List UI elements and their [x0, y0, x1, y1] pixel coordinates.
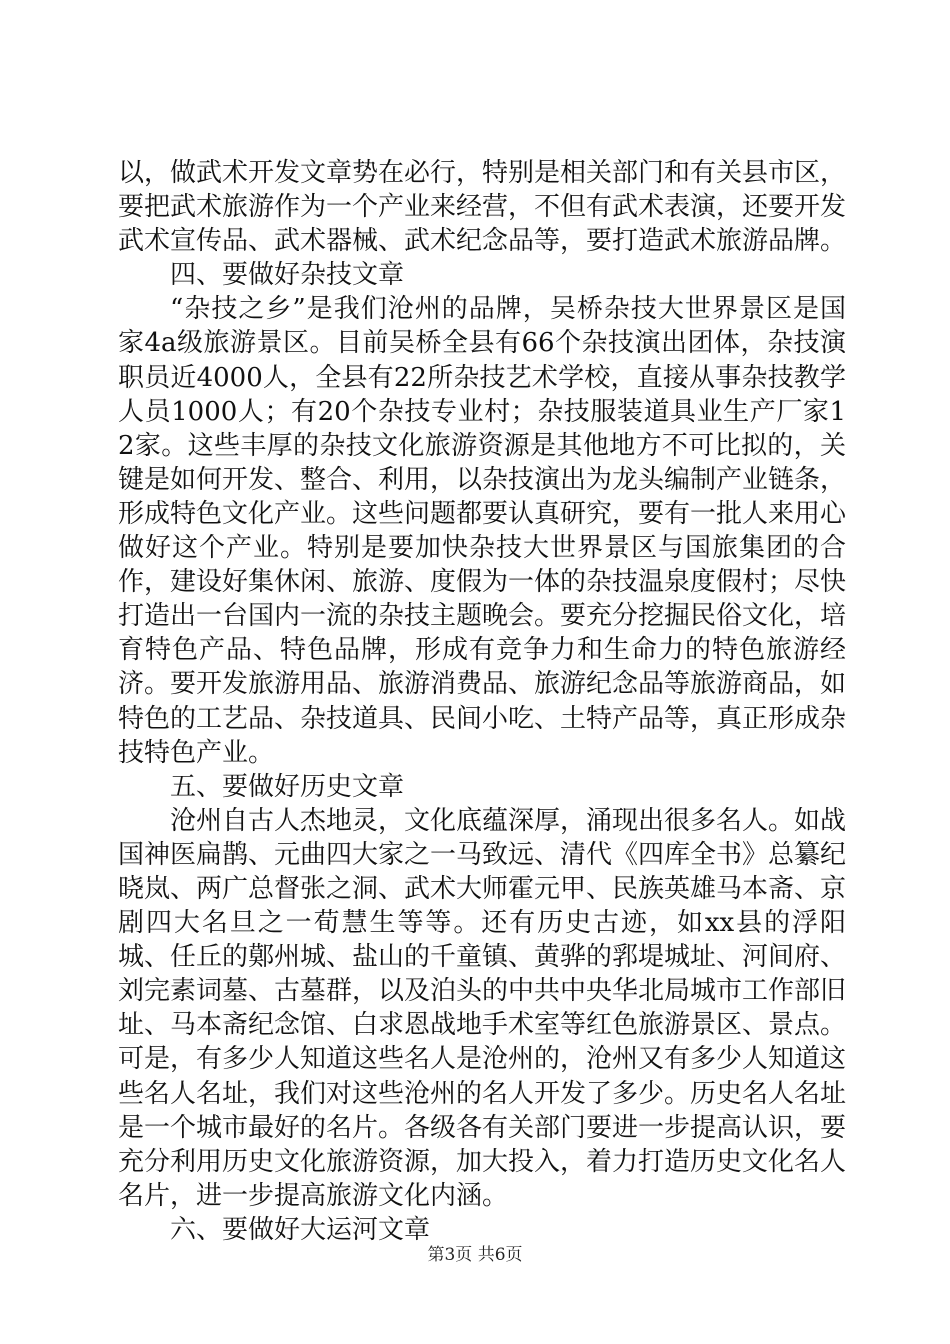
paragraph-acrobatics: “杂技之乡”是我们沧州的品牌，吴桥杂技大世界景区是国家4a级旅游景区。目前吴桥全县有66个杂技演出团体，杂技演职员近4000人，全县有22所杂技艺术学校，直接从事杂技教学人员1000人；有20个杂技专业村；杂技服装道具业生产厂家12家。这些丰厚的杂技文化旅游资源是其他地方不可比拟的，关键是如何开发、整合、利用，以杂技演出为龙头编制产业链条，形成特色文化产业。这些问题都要认真研究，要有一批人来用心做好这个产业。特别是要加快杂技大世界景区与国旅集团的合作，建设好集休闲、旅游、度假为一体的杂技温泉度假村；尽快打造出一台国内一流的杂技主题晚会。要充分挖掘民俗文化，培育特色产品、特色品牌，形成有竞争力和生命力的特色旅游经济。要开发旅游用品、旅游消费品、旅游纪念品等旅游商品，如特色的工艺品、杂技道具、民间小吃、土特产品等，真正形成杂技特色产业。: [118, 294, 847, 768]
document-body: [118, 156, 846, 1247]
section-heading-acrobatics: 四、要做好杂技文章: [170, 260, 405, 291]
section-heading-history: 五、要做好历史文章: [170, 771, 405, 802]
section-heading-grand-canal: 六、要做好大运河文章: [170, 1214, 431, 1245]
paragraph-continued-martial-arts: 以，做武术开发文章势在必行，特别是相关部门和有关县市区，要把武术旅游作为一个产业来经营，不但有武术表演，还要开发武术宣传品、武术器械、武术纪念品等，要打造武术旅游品牌。: [118, 158, 847, 257]
paragraph-history: 沧州自古人杰地灵，文化底蕴深厚，涌现出很多名人。如战国神医扁鹊、元曲四大家之一马致远、清代《四库全书》总纂纪晓岚、两广总督张之洞、武术大师霍元甲、民族英雄马本斋、京剧四大名旦之一荀慧生等等。还有历史古迹，如xx县的浮阳城、任丘的鄚州城、盐山的千童镇、黄骅的郛堤城址、河间府、刘完素词墓、古墓群，以及泊头的中共中央华北局城市工作部旧址、马本斋纪念馆、白求恩战地手术室等红色旅游景区、景点。可是，有多少人知道这些名人是沧州的，沧州又有多少人知道这些名人名址，我们对这些沧州的名人开发了多少。历史名人名址是一个城市最好的名片。各级各有关部门要进一步提高认识，要充分利用历史文化旅游资源，加大投入，着力打造历史文化名人名片，进一步提高旅游文化内涵。: [118, 805, 847, 1211]
page-number-footer: 第3页 共6页: [427, 1245, 523, 1265]
